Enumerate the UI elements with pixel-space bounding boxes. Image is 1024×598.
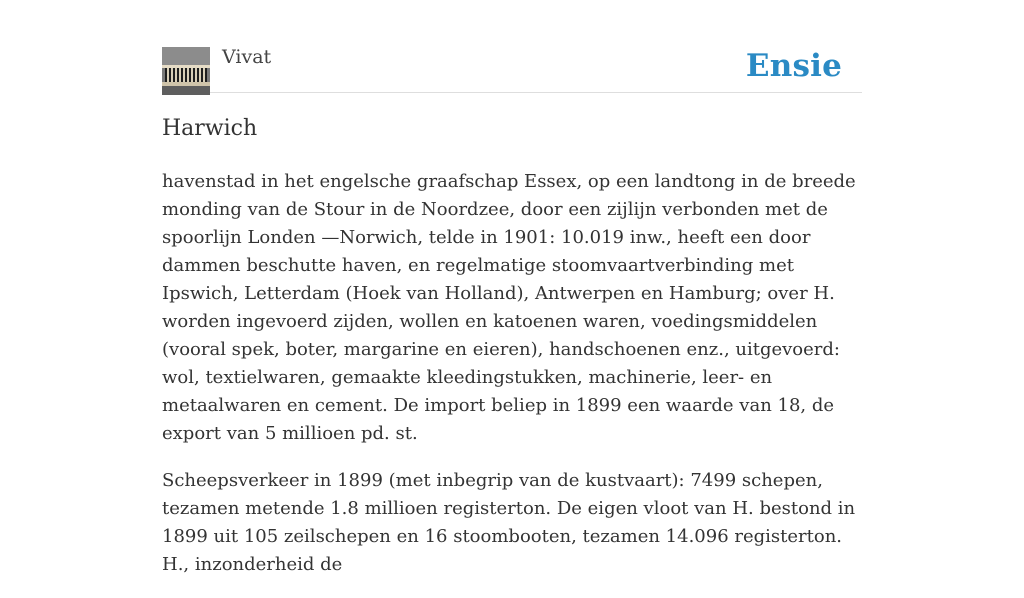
brand-logo[interactable]: Ensie (745, 48, 842, 84)
article-paragraph: Scheepsverkeer in 1899 (met inbegrip van de kustvaart): 7499 schepen, tezamen metende 1.8 millioen registerton. De eigen vloot van H. bestond in 1899 uit 105 zeilschepen en 16 stoombooten, tezamen 14.096 registerton. H., inzonderheid de (162, 470, 856, 575)
article-body (162, 168, 862, 598)
page-container (162, 0, 862, 575)
site-header (162, 0, 862, 93)
author-link[interactable]: Vivat (222, 46, 272, 68)
author-avatar[interactable] (162, 47, 210, 95)
bookshelf-avatar-icon (162, 47, 210, 95)
article-title: Harwich (162, 116, 258, 141)
article-paragraph: havenstad in het engelsche graafschap Essex, op een landtong in de breede monding van de Stour in de Noordzee, door een zijlijn verbonden met de spoorlijn Londen —Norwich, telde in 1901: 10.019 inw., heeft een door dammen beschutte haven, en regelmatige stoomvaartverbinding met Ipswich, Letterdam (Hoek van Holland), Antwerpen en Hamburg; over H. worden ingevoerd zijden, wollen en katoenen waren, voedingsmiddelen (vooral spek, boter, margarine en eieren), handschoenen enz., uitgevoerd: wol, textielwaren, gemaakte kleedingstukken, machinerie, leer- en metaalwaren en cement. De import beliep in 1899 een waarde van 18, de export van 5 millioen pd. st. (162, 171, 856, 444)
